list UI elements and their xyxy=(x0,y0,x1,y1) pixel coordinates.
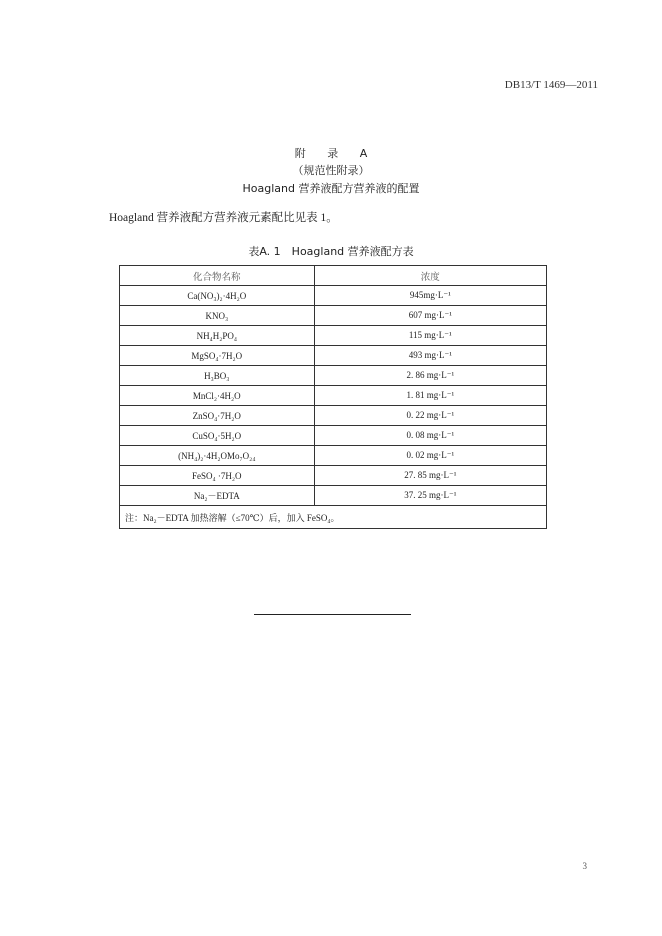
compound-cell: CuSO₄·5H₂O xyxy=(120,426,315,446)
table-row xyxy=(120,426,547,446)
table-note-row xyxy=(120,506,547,529)
compound-cell: MgSO₄·7H₂O xyxy=(120,346,315,366)
table-row xyxy=(120,486,547,506)
intro-paragraph: Hoagland 营养液配方营养液元素配比见表 1。 xyxy=(109,212,338,224)
table-row xyxy=(120,326,547,346)
compound-cell: ZnSO₄·7H₂O xyxy=(120,406,315,426)
compound-cell: Na₂－EDTA xyxy=(120,486,315,506)
end-rule xyxy=(254,614,411,615)
table-row xyxy=(120,306,547,326)
concentration-cell: 607 mg·L⁻¹ xyxy=(314,306,546,326)
column-header-concentration: 浓度 xyxy=(314,266,546,286)
table-row xyxy=(120,346,547,366)
appendix-subheading: （规范性附录） xyxy=(292,164,370,177)
concentration-cell: 0. 08 mg·L⁻¹ xyxy=(314,426,546,446)
table-row xyxy=(120,406,547,426)
concentration-cell: 27. 85 mg·L⁻¹ xyxy=(314,466,546,486)
concentration-cell: 1. 81 mg·L⁻¹ xyxy=(314,386,546,406)
page-number: 3 xyxy=(582,861,587,871)
appendix-title: Hoagland 营养液配方营养液的配置 xyxy=(242,182,420,195)
concentration-cell: 945mg·L⁻¹ xyxy=(314,286,546,306)
table-note: 注：Na₂－EDTA 加热溶解（≤70℃）后，加入 FeSO₄。 xyxy=(120,506,547,529)
compound-cell: FeSO₄ ·7H₂O xyxy=(120,466,315,486)
concentration-cell: 115 mg·L⁻¹ xyxy=(314,326,546,346)
concentration-cell: 0. 22 mg·L⁻¹ xyxy=(314,406,546,426)
table-row xyxy=(120,366,547,386)
column-header-compound: 化合物名称 xyxy=(120,266,315,286)
compound-cell: Ca(NO₃)₂·4H₂O xyxy=(120,286,315,306)
concentration-cell: 37. 25 mg·L⁻¹ xyxy=(314,486,546,506)
compound-cell: NH₄H₂PO₄ xyxy=(120,326,315,346)
table-row xyxy=(120,446,547,466)
table-caption: 表A. 1 Hoagland 营养液配方表 xyxy=(248,245,414,258)
concentration-cell: 2. 86 mg·L⁻¹ xyxy=(314,366,546,386)
compound-cell: (NH₄)₂·4H₂OMo₇O₂₄ xyxy=(120,446,315,466)
compound-cell: KNO₃ xyxy=(120,306,315,326)
compound-cell: H₃BO₃ xyxy=(120,366,315,386)
table-row xyxy=(120,466,547,486)
nutrient-table xyxy=(119,265,547,529)
concentration-cell: 0. 02 mg·L⁻¹ xyxy=(314,446,546,466)
document-code: DB13/T 1469—2011 xyxy=(504,79,598,91)
table-header-row xyxy=(120,266,547,286)
table-row xyxy=(120,386,547,406)
concentration-cell: 493 mg·L⁻¹ xyxy=(314,346,546,366)
table-row xyxy=(120,286,547,306)
appendix-heading: 附 录 A xyxy=(294,147,377,160)
compound-cell: MnCl₂·4H₂O xyxy=(120,386,315,406)
